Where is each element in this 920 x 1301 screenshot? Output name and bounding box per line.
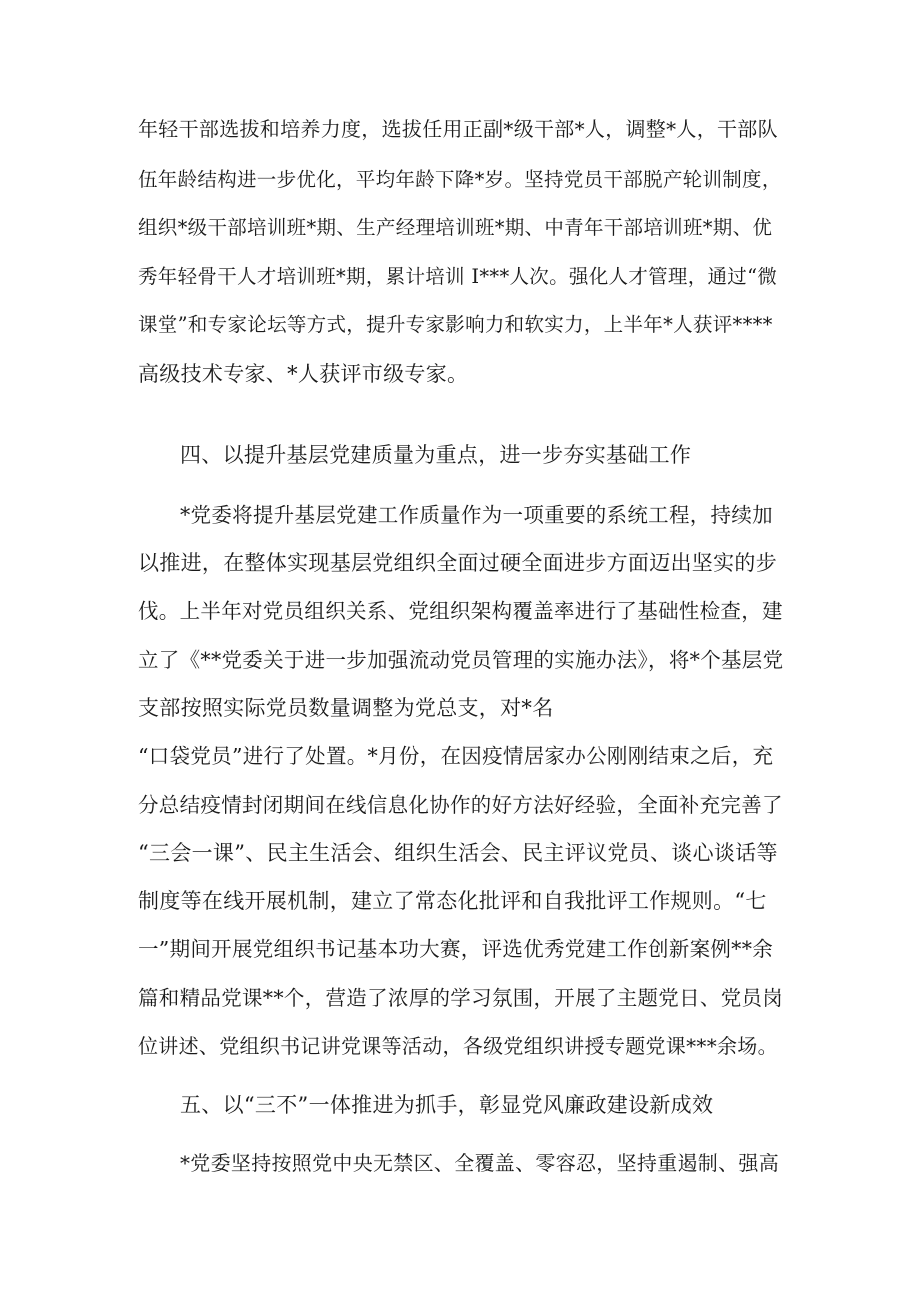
paragraph-2-line-5: 支部按照实际党员数量调整为党总支，对*名 [138, 696, 554, 720]
paragraph-2-line-12: 位讲述、党组织书记讲党课等活动，各级党组织讲授专题党课***余场。 [138, 1034, 778, 1058]
paragraph-1-line-3: 组织*级干部培训班*期、生产经理培训班*期、中青年干部培训班*期、优 [138, 216, 773, 239]
paragraph-2-line-6: “口袋党员”进行了处置。*月份，在因疫情居家办公刚刚结束之后，充 [138, 744, 774, 768]
section-heading-4: 四、以提升基层党建质量为重点，进一步夯实基础工作 [180, 443, 692, 467]
paragraph-2-line-7: 分总结疫情封闭期间在线信息化协作的好方法好经验，全面补充完善了 [138, 793, 783, 817]
paragraph-2-line-1: *党委将提升基层党建工作质量作为一项重要的系统工程，持续加 [180, 503, 773, 527]
paragraph-2-line-2: 以推进，在整体实现基层党组织全面过硬全面进步方面迈出坚实的步 [138, 551, 777, 575]
paragraph-3-line-1: *党委坚持按照党中央无禁区、全覆盖、零容忍，坚持重遏制、强高 [180, 1151, 779, 1175]
paragraph-2-line-10: 一”期间开展党组织书记基本功大赛，评选优秀党建工作创新案例**余 [138, 937, 774, 961]
paragraph-1-line-4: 秀年轻骨干人才培训班*期，累计培训 I***人次。强化人才管理，通过“微 [138, 265, 778, 288]
paragraph-2-line-9: 制度等在线开展机制，建立了常态化批评和自我批评工作规则。“七 [138, 889, 767, 913]
section-heading-5: 五、以“三不”一体推进为抓手，彰显党风廉政建设新成效 [180, 1093, 714, 1117]
paragraph-2-line-11: 篇和精品党课**个，营造了浓厚的学习氛围，开展了主题党日、党员岗 [138, 986, 784, 1010]
paragraph-1-line-1: 年轻干部选拔和培养力度，选拔任用正副*级干部*人，调整*人，干部队 [138, 117, 778, 141]
paragraph-2-line-3: 伐。上半年对党员组织关系、党组织架构覆盖率进行了基础性检查，建 [138, 599, 783, 623]
paragraph-2-line-8: “三会一课”、民主生活会、组织生活会、民主评议党员、谈心谈话等 [138, 841, 778, 865]
paragraph-1-line-2: 伍年龄结构进一步优化，平均年龄下降*岁。坚持党员干部脱产轮训制度， [138, 168, 782, 191]
paragraph-1-line-5: 课堂”和专家论坛等方式，提升专家影响力和软实力，上半年*人获评**** [138, 313, 773, 336]
paragraph-1-line-6: 高级技术专家、*人获评市级专家。 [138, 362, 469, 386]
paragraph-2-line-4: 立了《**党委关于进一步加强流动党员管理的实施办法》，将*个基层党 [138, 648, 784, 672]
